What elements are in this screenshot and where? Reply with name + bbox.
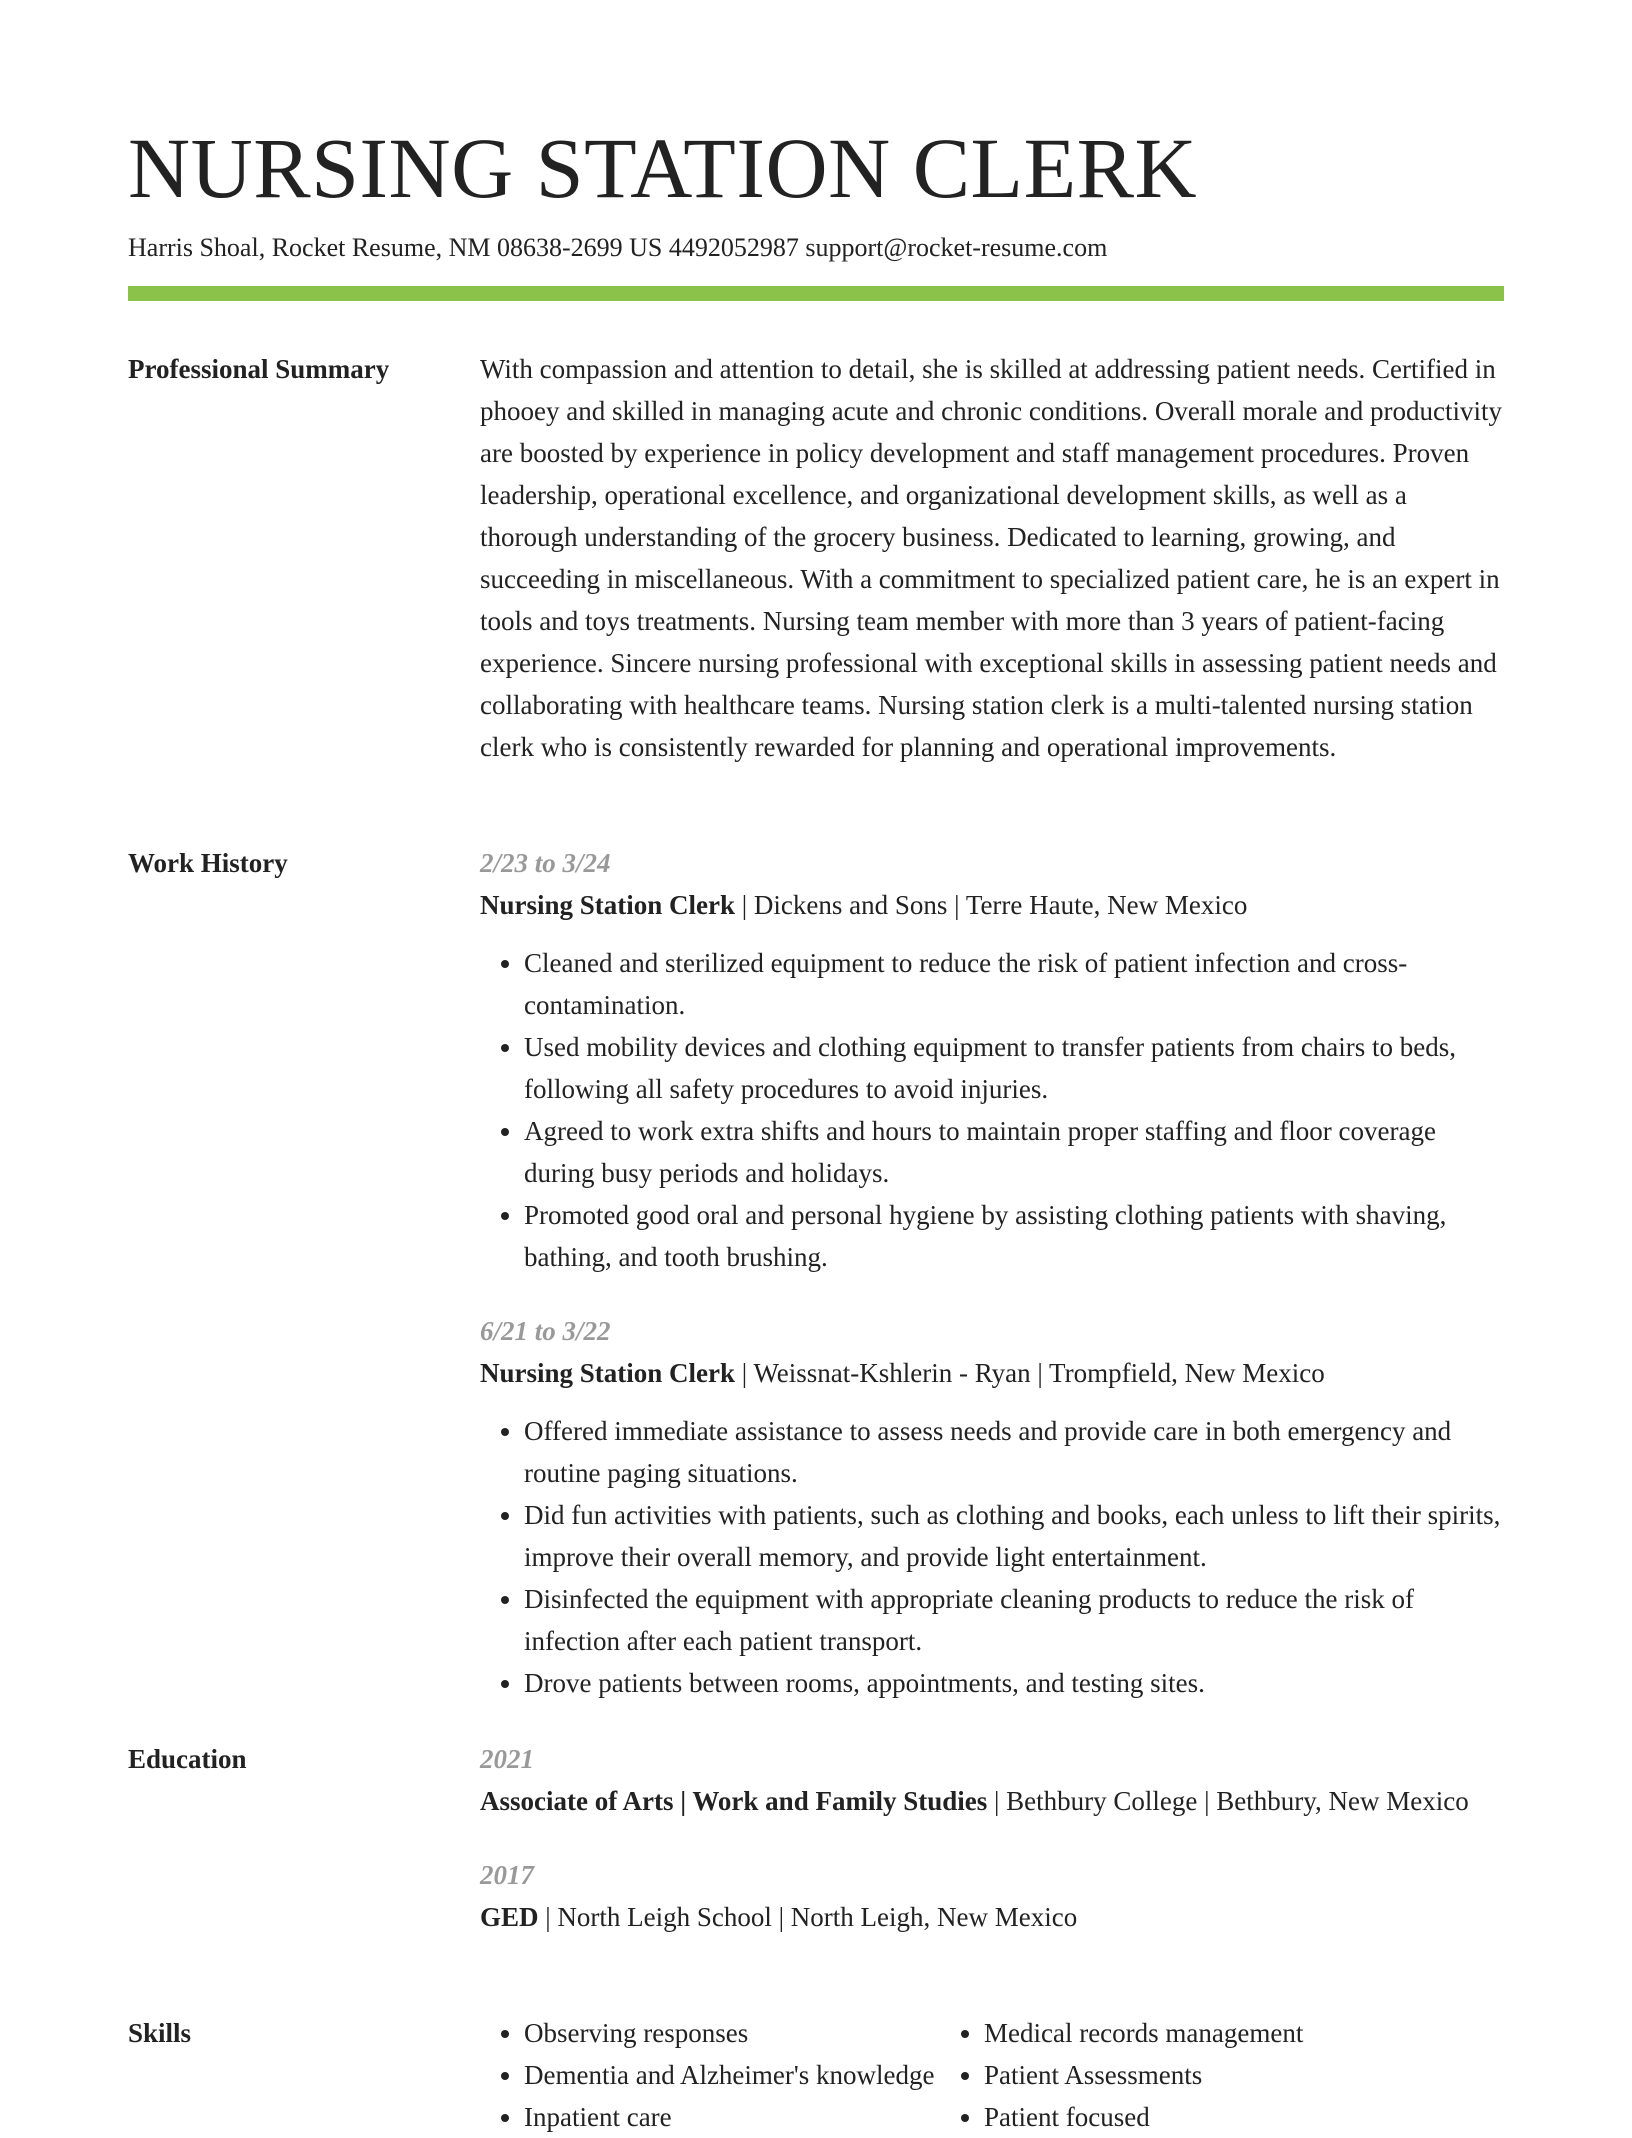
skill-item: • Patient focused: [984, 2096, 1400, 2138]
skills-column: [480, 2012, 940, 2138]
education-year: 2017: [480, 1860, 534, 1890]
education-degree: GED: [480, 1902, 539, 1932]
education-degree: Associate of Arts | Work and Family Studies: [480, 1786, 988, 1816]
job-bullet: • Agreed to work extra shifts and hours to maintain proper staffing and floor coverage during busy periods and holidays.: [524, 1110, 1504, 1194]
skills-label: Skills: [128, 2018, 192, 2048]
job-role-line: [480, 1352, 1504, 1394]
education-details: | North Leigh School | North Leigh, New Mexico: [538, 1902, 1078, 1932]
skill-item: • Inpatient care: [524, 2096, 940, 2138]
job-role-line: [480, 884, 1504, 926]
skill-item: • Dementia and Alzheimer's knowledge: [524, 2054, 940, 2096]
work-history-label: Work History: [128, 848, 288, 878]
skills-body: [480, 2012, 1504, 2138]
skill-item: • Medical records management: [984, 2012, 1400, 2054]
job-title: Nursing Station Clerk: [480, 1358, 736, 1388]
skill-item: • Observing responses: [524, 2012, 940, 2054]
education-label: Education: [128, 1744, 247, 1774]
job-bullet: • Drove patients between rooms, appointments, and testing sites.: [524, 1662, 1504, 1704]
education-line: [480, 1780, 1504, 1822]
skills-columns: [480, 2012, 1504, 2138]
accent-divider: [128, 286, 1504, 301]
job-title: Nursing Station Clerk: [480, 890, 736, 920]
contact-line: Harris Shoal, Rocket Resume, NM 08638-2699 US 4492052987 support@rocket-resume.com: [128, 233, 1108, 262]
resume-title: NURSING STATION CLERK: [128, 120, 1198, 216]
job-details: | Weissnat-Kshlerin - Ryan | Trompfield, New Mexico: [735, 1358, 1325, 1388]
job-bullet: • Promoted good oral and personal hygiene by assisting clothing patients with shaving, bathing, and tooth brushing.: [524, 1194, 1504, 1278]
job-bullet: • Did fun activities with patients, such as clothing and books, each unless to lift their spirits, improve their overall memory, and provide light entertainment.: [524, 1494, 1504, 1578]
job-dates: 2/23 to 3/24: [480, 848, 611, 878]
job-entry: [480, 1310, 1504, 1704]
job-bullet: • Disinfected the equipment with appropriate cleaning products to reduce the risk of infection after each patient transport.: [524, 1578, 1504, 1662]
skill-item: • Patient Assessments: [984, 2054, 1400, 2096]
job-bullet: • Offered immediate assistance to assess needs and provide care in both emergency and routine paging situations.: [524, 1410, 1504, 1494]
summary-label: Professional Summary: [128, 354, 390, 384]
job-bullet: • Used mobility devices and clothing equipment to transfer patients from chairs to beds, following all safety procedures to avoid injuries.: [524, 1026, 1504, 1110]
job-dates: 6/21 to 3/22: [480, 1316, 611, 1346]
job-bullets: [480, 942, 1504, 1278]
education-entry: [480, 1854, 1504, 1938]
summary-text: With compassion and attention to detail, she is skilled at addressing patient needs. Certified in phooey and skilled in managing acute and chronic conditions. Overall morale and productivity are boosted by experience in policy development and staff management procedures. Proven leadership, operational excellence, and organizational development skills, as well as a thorough understanding of the grocery business. Dedicated to learning, growing, and succeeding in miscellaneous. With a commitment to specialized patient care, he is an expert in tools and toys treatments. Nursing team member with more than 3 years of patient-facing experience. Sincere nursing professional with exceptional skills in assessing patient needs and collaborating with healthcare teams. Nursing station clerk is a multi-talented nursing station clerk who is consistently rewarded for planning and operational improvements.: [480, 354, 1502, 762]
education-details: | Bethbury College | Bethbury, New Mexico: [987, 1786, 1469, 1816]
education-entry: [480, 1738, 1504, 1822]
job-bullets: [480, 1410, 1504, 1704]
job-bullet: • Cleaned and sterilized equipment to reduce the risk of patient infection and cross-contamination.: [524, 942, 1504, 1026]
job-entry: [480, 842, 1504, 1278]
education-body: [480, 1738, 1504, 1938]
work-history-body: [480, 842, 1504, 1704]
education-year: 2021: [480, 1744, 534, 1774]
skills-column: [940, 2012, 1400, 2138]
summary-body: [480, 348, 1504, 768]
education-line: [480, 1896, 1504, 1938]
job-details: | Dickens and Sons | Terre Haute, New Mexico: [735, 890, 1248, 920]
